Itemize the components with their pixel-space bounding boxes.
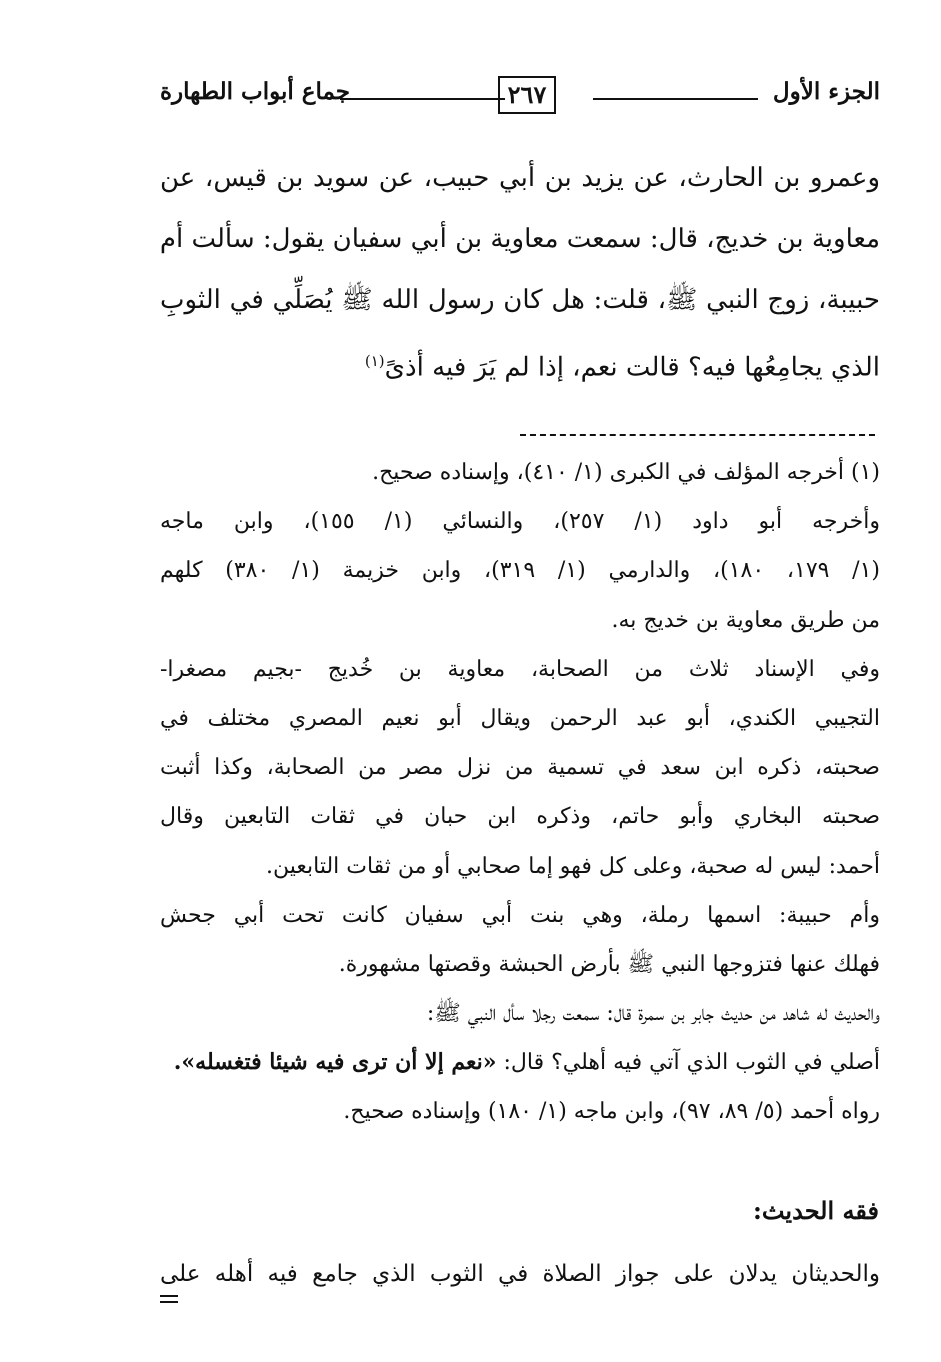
text-line: الذي يجامِعُها فيه؟ قالت نعم، إذا لم يَرَ فيه أذىً — [384, 352, 880, 383]
footnote-line: والحديث له شاهد من حديث جابر بن سمرة قال: سمعت رجلا سأل النبي ﷺ: — [426, 1001, 880, 1027]
section-heading: فقه الحديث: — [752, 1196, 879, 1225]
footnote-line: وفي الإسناد ثلاث من الصحابة، معاوية بن خُديج -بجيم مصغرا- — [160, 656, 880, 682]
text-line: والحديثان يدلان على جواز الصلاة في الثوب الذي جامع فيه أهله على — [160, 1261, 880, 1287]
continuation-mark — [160, 1295, 178, 1307]
hadith-quote: «نعم إلا أن ترى فيه شيئا فتغسله». — [173, 1049, 497, 1076]
part-title: الجزء الأول — [772, 78, 880, 105]
header-rule-left — [340, 98, 505, 100]
text-line-last — [160, 331, 880, 392]
page-header — [160, 74, 880, 124]
footnote-line: وأخرجه أبو داود (١/ ٢٥٧)، والنسائي (١/ ١٥٥)، وابن ماجه — [160, 509, 880, 535]
footnote-separator — [520, 434, 875, 436]
footnote-line: (١) أخرجه المؤلف في الكبرى (١/ ٤١٠)، وإسناده صحيح. — [372, 460, 880, 485]
text-line: حبيبة، زوج النبي ﷺ، قلت: هل كان رسول الله ﷺ يُصَلِّي في الثوبِ — [160, 285, 880, 315]
footnote-line: صحبته البخاري وأبو حاتم، وذكره ابن حبان في ثقات التابعين وقال — [160, 804, 880, 830]
page-number: ٢٦٧ — [498, 76, 556, 114]
text-line: وعمرو بن الحارث، عن يزيد بن أبي حبيب، عن سويد بن قيس، عن — [160, 163, 880, 193]
footnote-line: أحمد: ليس له صحبة، وعلى كل فهو إما صحابي أو من ثقات التابعين. — [266, 853, 880, 879]
footnotes — [160, 448, 880, 1137]
footnote-line: التجيبي الكندي، أبو عبد الرحمن ويقال أبو نعيم المصري مختلف في — [160, 705, 880, 731]
text-line: معاوية بن خديج، قال: سمعت معاوية بن أبي سفيان يقول: سألت أم — [160, 224, 880, 254]
footnote-line: رواه أحمد (٥/ ٨٩، ٩٧)، وابن ماجه (١/ ١٨٠) وإسناده صحيح. — [343, 1099, 880, 1125]
footnote-line: أصلي في الثوب الذي آتي فيه أهلي؟ قال: — [503, 1050, 880, 1076]
footnote-line: من طريق معاوية بن خديج به. — [611, 607, 880, 633]
footnote-line: فهلك عنها فتزوجها النبي ﷺ بأرض الحبشة وقصتها مشهورة. — [338, 951, 880, 977]
footnote-line-quote — [160, 1038, 880, 1087]
footnote-line: (١/ ١٧٩، ١٨٠)، والدارمي (١/ ٣١٩)، وابن خزيمة (١/ ٣٨٠) كلهم — [160, 558, 880, 584]
footnote-line: وأم حبيبة: اسمها رملة، وهي بنت أبي سفيان كانت تحت أبي جحش — [160, 902, 880, 928]
footnote-line: صحبته، ذكره ابن سعد في تسمية من نزل مصر من الصحابة، وكذا أثبت — [160, 755, 880, 781]
main-text — [160, 148, 880, 392]
footnote-ref: (١) — [364, 352, 385, 370]
header-rule-right — [593, 98, 758, 100]
chapter-title: جماع أبواب الطهارة — [160, 78, 351, 105]
